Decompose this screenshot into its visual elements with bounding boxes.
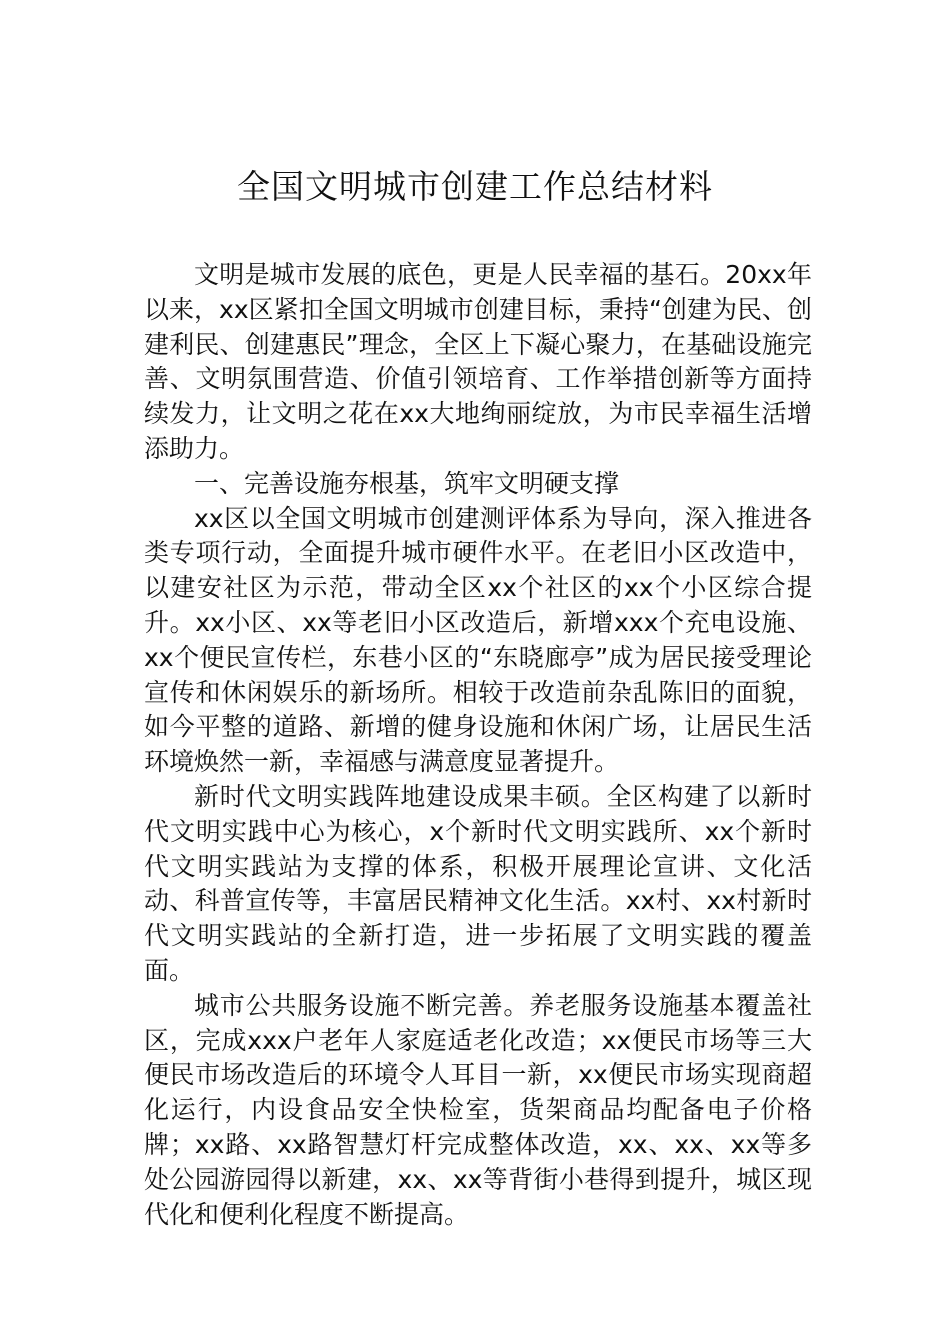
paragraph-civilization-practice: 新时代文明实践阵地建设成果丰硕。全区构建了以新时代文明实践中心为核心，x个新时代文明实践所、xx个新时代文明实践站为支撑的体系，积极开展理论宣讲、文化活动、科普宣传等，丰富居民精神文化生活。xx村、xx村新时代文明实践站的全新打造，进一步拓展了文明实践的覆盖面。	[144, 781, 812, 985]
document-body	[144, 258, 812, 1232]
document-title: 全国文明城市创建工作总结材料	[237, 167, 713, 206]
paragraph-intro: 文明是城市发展的底色，更是人民幸福的基石。20xx年以来，xx区紧扣全国文明城市创建目标，秉持“创建为民、创建利民、创建惠民”理念，全区上下凝心聚力，在基础设施完善、文明氛围营造、价值引领培育、工作举措创新等方面持续发力，让文明之花在xx大地绚丽绽放，为市民幸福生活增添助力。	[144, 260, 812, 463]
section-heading-1: 一、完善设施夯根基，筑牢文明硬支撑	[194, 468, 620, 498]
paragraph-public-services: 城市公共服务设施不断完善。养老服务设施基本覆盖社区，完成xxx户老年人家庭适老化改造；xx便民市场等三大便民市场改造后的环境令人耳目一新，xx便民市场实现商超化运行，内设食品安全快检室，货架商品均配备电子价格牌；xx路、xx路智慧灯杆完成整体改造，xx、xx、xx等多处公园游园得以新建，xx、xx等背街小巷得到提升，城区现代化和便利化程度不断提高。	[144, 990, 812, 1229]
paragraph-facilities: xx区以全国文明城市创建测评体系为导向，深入推进各类专项行动，全面提升城市硬件水平。在老旧小区改造中，以建安社区为示范，带动全区xx个社区的xx个小区综合提升。xx小区、xx等老旧小区改造后，新增xxx个充电设施、xx个便民宣传栏，东巷小区的“东晓廊亭”成为居民接受理论宣传和休闲娱乐的新场所。相较于改造前杂乱陈旧的面貌，如今平整的道路、新增的健身设施和休闲广场，让居民生活环境焕然一新，幸福感与满意度显著提升。	[144, 503, 812, 777]
